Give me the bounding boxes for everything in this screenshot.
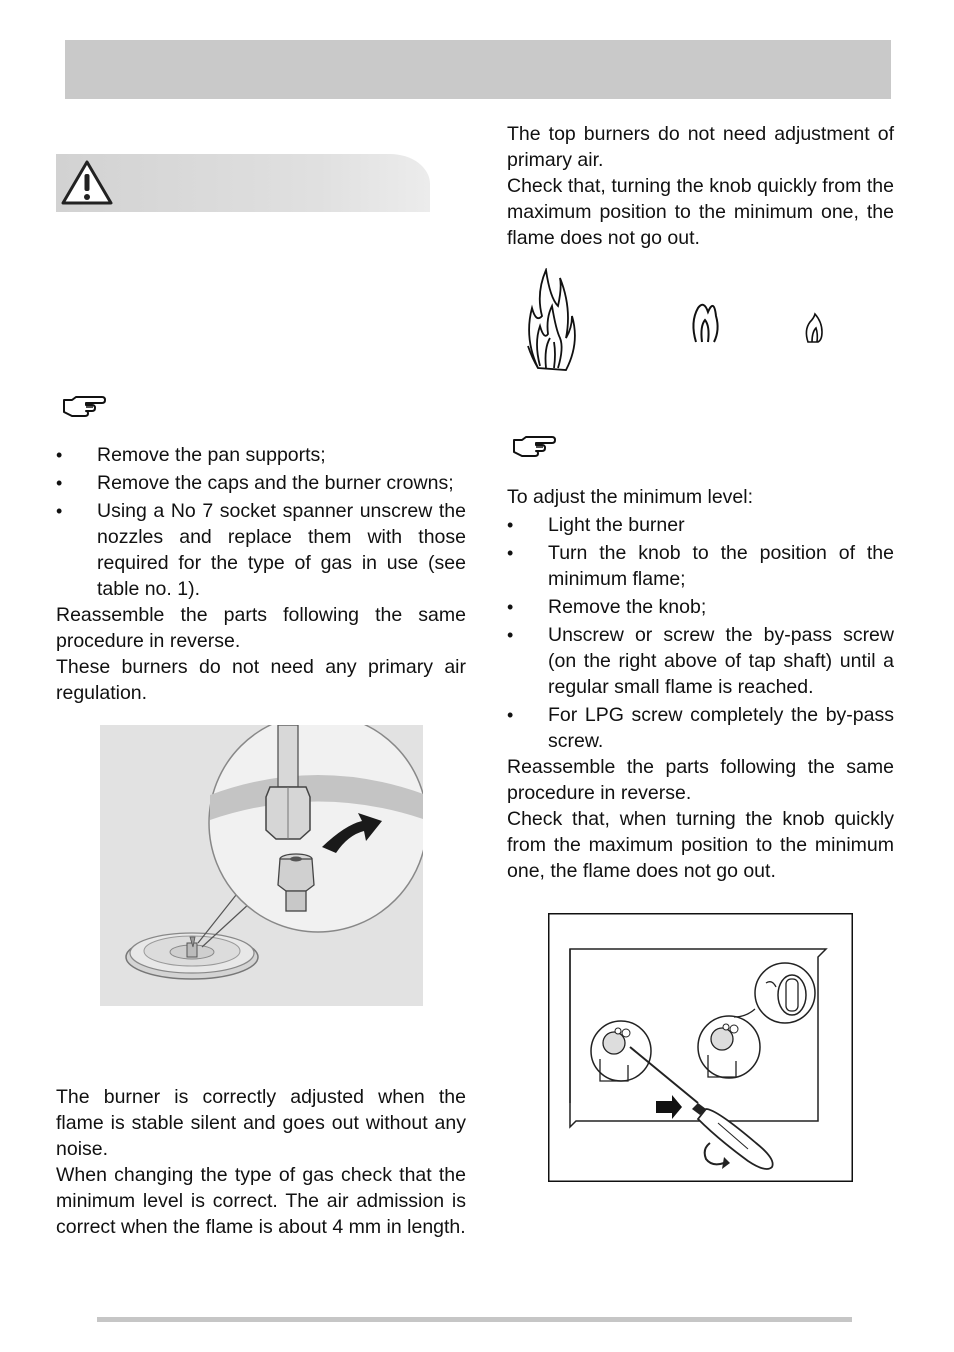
bypass-screw-illustration bbox=[548, 913, 853, 1182]
step-item: • Remove the caps and the burner crowns; bbox=[56, 470, 466, 496]
step-item: • Unscrew or screw the by-pass screw (on the right above of tap shaft) until a regular small flame is reached. bbox=[507, 622, 894, 700]
pointing-hand-icon bbox=[512, 434, 556, 458]
right-column-intro bbox=[507, 121, 894, 251]
large-flame-icon bbox=[528, 270, 575, 370]
left-column-text bbox=[56, 442, 466, 706]
no-air-regulation-text: These burners do not need any primary air regulation. bbox=[56, 656, 466, 704]
adjust-intro-text: To adjust the minimum level: bbox=[507, 486, 754, 508]
section-header-bar bbox=[65, 40, 891, 99]
flame-types-illustration bbox=[520, 268, 840, 378]
footer-rule bbox=[97, 1317, 852, 1322]
warning-triangle-icon bbox=[60, 159, 114, 207]
top-burners-text: The top burners do not need adjustment of primary air. bbox=[507, 123, 894, 171]
adjustment-notes bbox=[56, 1084, 466, 1240]
pointing-hand-icon bbox=[62, 394, 106, 418]
step-item: • For LPG screw completely the by-pass screw. bbox=[507, 702, 894, 754]
reassemble-text: Reassemble the parts following the same procedure in reverse. bbox=[56, 604, 466, 652]
step-item: • Turn the knob to the position of the minimum flame; bbox=[507, 540, 894, 592]
small-flame-icon bbox=[806, 314, 822, 342]
check-flame-text-2: Check that, when turning the knob quickly from the maximum position to the minimum one, the flame does not go out. bbox=[507, 808, 894, 882]
step-item: • Remove the knob; bbox=[507, 594, 894, 620]
minimum-level-steps bbox=[507, 512, 894, 754]
step-item: • Remove the pan supports; bbox=[56, 442, 466, 468]
normal-flame-icon bbox=[693, 305, 717, 342]
warning-banner bbox=[56, 154, 430, 212]
nozzle-replacement-steps bbox=[56, 442, 466, 602]
reassemble-text: Reassemble the parts following the same procedure in reverse. bbox=[507, 756, 894, 804]
correct-adjustment-text: The burner is correctly adjusted when the flame is stable silent and goes out without any noise. bbox=[56, 1086, 466, 1160]
nozzle-replacement-illustration bbox=[100, 725, 423, 1006]
step-item: • Using a No 7 socket spanner unscrew the nozzles and replace them with those required for the type of gas in use (see table no. 1). bbox=[56, 498, 466, 602]
check-flame-text: Check that, turning the knob quickly from the maximum position to the minimum one, the flame does not go out. bbox=[507, 175, 894, 249]
minimum-level-instructions bbox=[507, 484, 894, 884]
changing-gas-text: When changing the type of gas check that the minimum level is correct. The air admission is correct when the flame is about 4 mm in length. bbox=[56, 1164, 466, 1238]
step-item: • Light the burner bbox=[507, 512, 894, 538]
